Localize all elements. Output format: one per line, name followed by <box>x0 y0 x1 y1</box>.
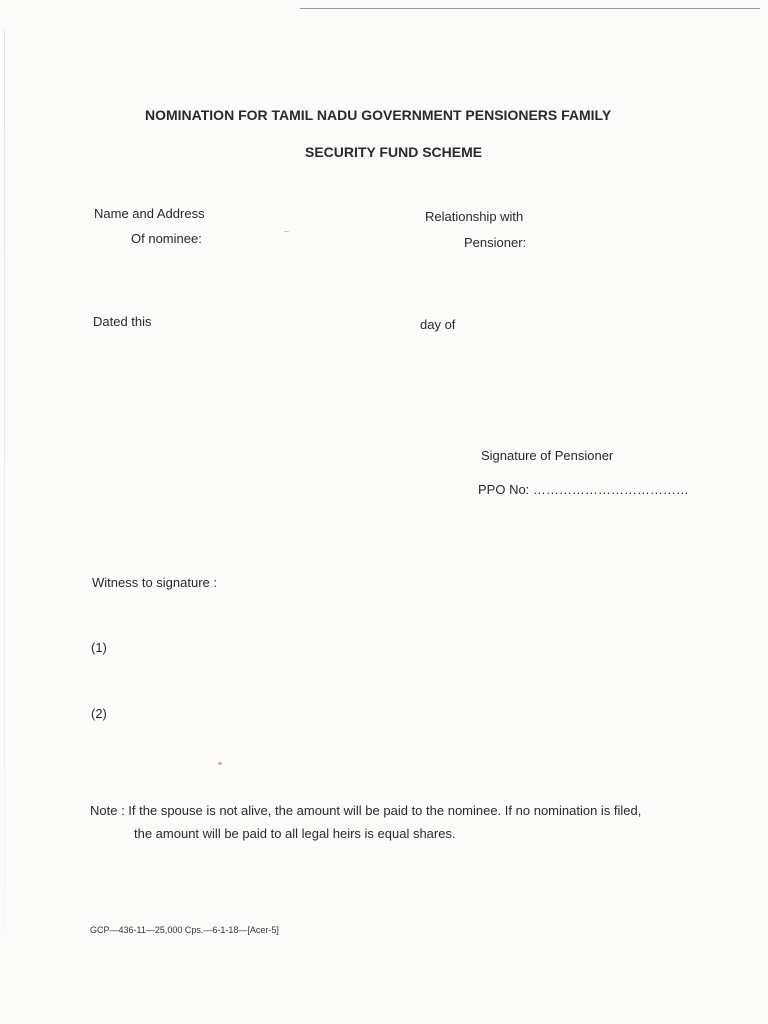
ppo-number-label: PPO No: ……………………………… <box>478 482 689 497</box>
witness-2-label: (2) <box>91 706 107 721</box>
form-title-line2: SECURITY FUND SCHEME <box>305 144 483 160</box>
relationship-label: Relationship with <box>425 209 524 224</box>
nominee-label: Of nominee: <box>131 231 202 246</box>
witness-label: Witness to signature : <box>92 575 217 590</box>
scan-edge-left <box>4 30 5 930</box>
signature-of-pensioner-label: Signature of Pensioner <box>481 448 614 463</box>
day-of-label: day of <box>420 317 456 332</box>
dated-this-label: Dated this <box>93 314 152 329</box>
scan-speck <box>218 762 222 765</box>
footer-print-code: GCP—436-11—25,000 Cps.—6-1-18—[Acer-5] <box>90 925 279 935</box>
note-line1: Note : If the spouse is not alive, the amount will be paid to the nominee. If no nomination is filed, <box>90 803 642 818</box>
scan-edge-top <box>300 8 760 9</box>
witness-1-label: (1) <box>91 640 107 655</box>
pensioner-label: Pensioner: <box>464 235 527 250</box>
note-line2: the amount will be paid to all legal heirs is equal shares. <box>134 826 456 841</box>
scan-speck <box>284 231 289 232</box>
name-address-label: Name and Address <box>94 206 205 221</box>
form-title-line1: NOMINATION FOR TAMIL NADU GOVERNMENT PENSIONERS FAMILY <box>145 107 612 123</box>
